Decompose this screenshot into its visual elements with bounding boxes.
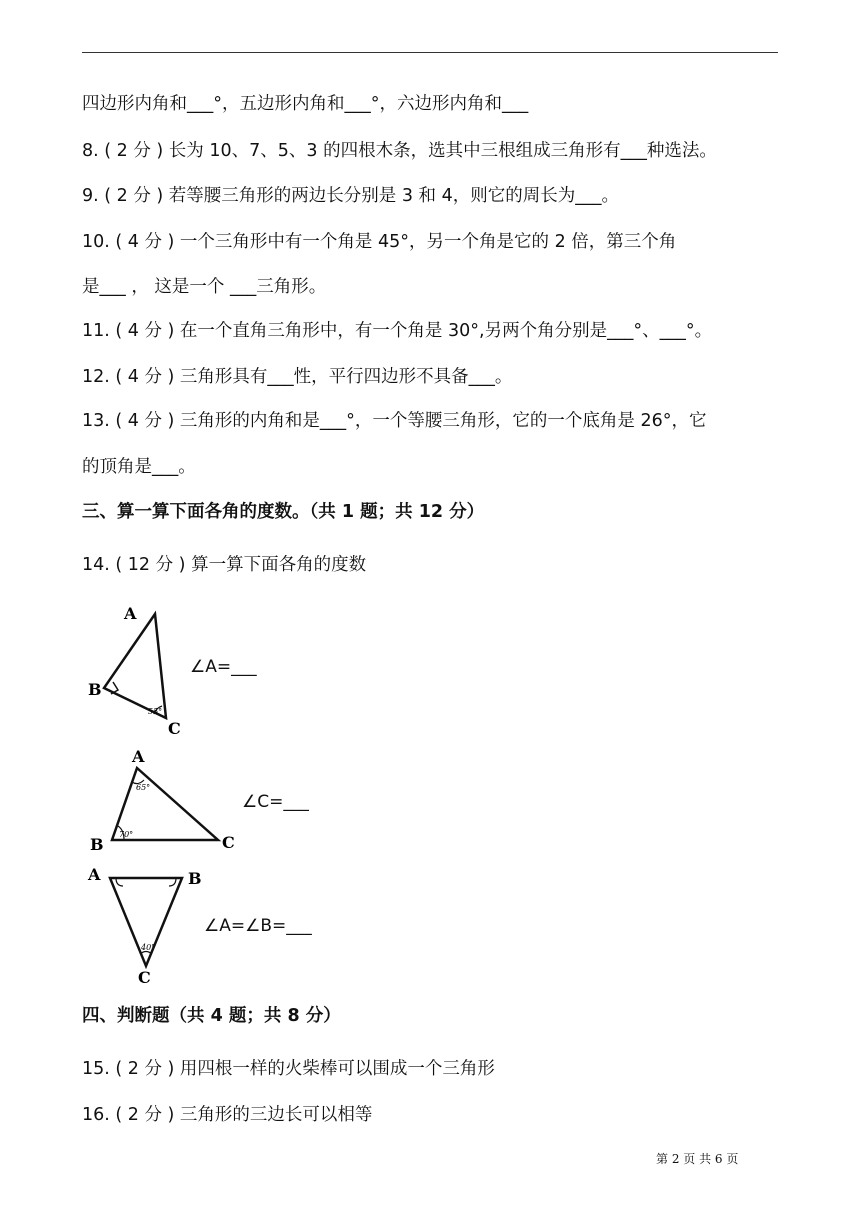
question-11: 11. ( 4 分 ) 在一个直角三角形中，有一个角是 30°,另两个角分别是___°、___°。 [82, 321, 713, 341]
question-10-line1: 10. ( 4 分 ) 一个三角形中有一个角是 45°，另一个角是它的 2 倍，第三个角 [82, 232, 677, 252]
header-rule [82, 52, 778, 53]
triangle-3-vertex-b: B [188, 869, 202, 888]
question-16: 16. ( 2 分 ) 三角形的三边长可以相等 [82, 1105, 373, 1125]
triangle-1-vertex-a: A [124, 604, 137, 623]
question-8: 8. ( 2 分 ) 长为 10、7、5、3 的四根木条，选其中三根组成三角形有___种选法。 [82, 141, 717, 161]
question-13-line1: 13. ( 4 分 ) 三角形的内角和是___°，一个等腰三角形，它的一个底角是 26°，它 [82, 411, 707, 431]
triangle-2-vertex-c: C [222, 833, 235, 852]
triangle-1-vertex-b: B [88, 680, 102, 699]
question-10-line2: 是___ ， 这是一个 ___三角形。 [82, 277, 327, 297]
figure-3-answer: ∠A=∠B=___ [204, 916, 312, 936]
triangle-figure-1 [82, 598, 202, 738]
figure-2-answer: ∠C=___ [242, 792, 309, 812]
page-footer: 第 2 页 共 6 页 [656, 1152, 739, 1166]
triangle-2-angle-b-label: 70° [119, 830, 134, 839]
triangle-3-angle-c-label: 40° [141, 943, 156, 952]
triangle-2-angle-a-label: 65° [136, 783, 151, 792]
question-15: 15. ( 2 分 ) 用四根一样的火柴棒可以围成一个三角形 [82, 1059, 495, 1079]
section-4-heading: 四、判断题（共 4 题；共 8 分） [82, 1006, 341, 1026]
figure-1-answer: ∠A=___ [190, 657, 257, 677]
triangle-figure-3 [82, 862, 212, 986]
triangle-3-vertex-a: A [88, 865, 101, 884]
section-3-heading: 三、算一算下面各角的度数。（共 1 题；共 12 分） [82, 502, 485, 522]
triangle-1-vertex-c: C [168, 719, 181, 738]
triangle-2-vertex-a: A [132, 747, 145, 766]
triangle-figure-2 [82, 746, 242, 858]
triangle-1-angle-c-label: 55° [148, 707, 163, 716]
question-12: 12. ( 4 分 ) 三角形具有___性，平行四边形不具备___。 [82, 367, 513, 387]
question-13-line2: 的顶角是___。 [82, 457, 196, 477]
question-14: 14. ( 12 分 ) 算一算下面各角的度数 [82, 555, 367, 575]
triangle-2-vertex-b: B [90, 835, 104, 854]
triangle-3-shape [110, 878, 182, 966]
q7-continued-line: 四边形内角和___°，五边形内角和___°，六边形内角和___ [82, 94, 529, 114]
question-9: 9. ( 2 分 ) 若等腰三角形的两边长分别是 3 和 4，则它的周长为___。 [82, 186, 620, 206]
triangle-3-vertex-c: C [138, 968, 151, 986]
triangle-1-shape [104, 614, 166, 718]
